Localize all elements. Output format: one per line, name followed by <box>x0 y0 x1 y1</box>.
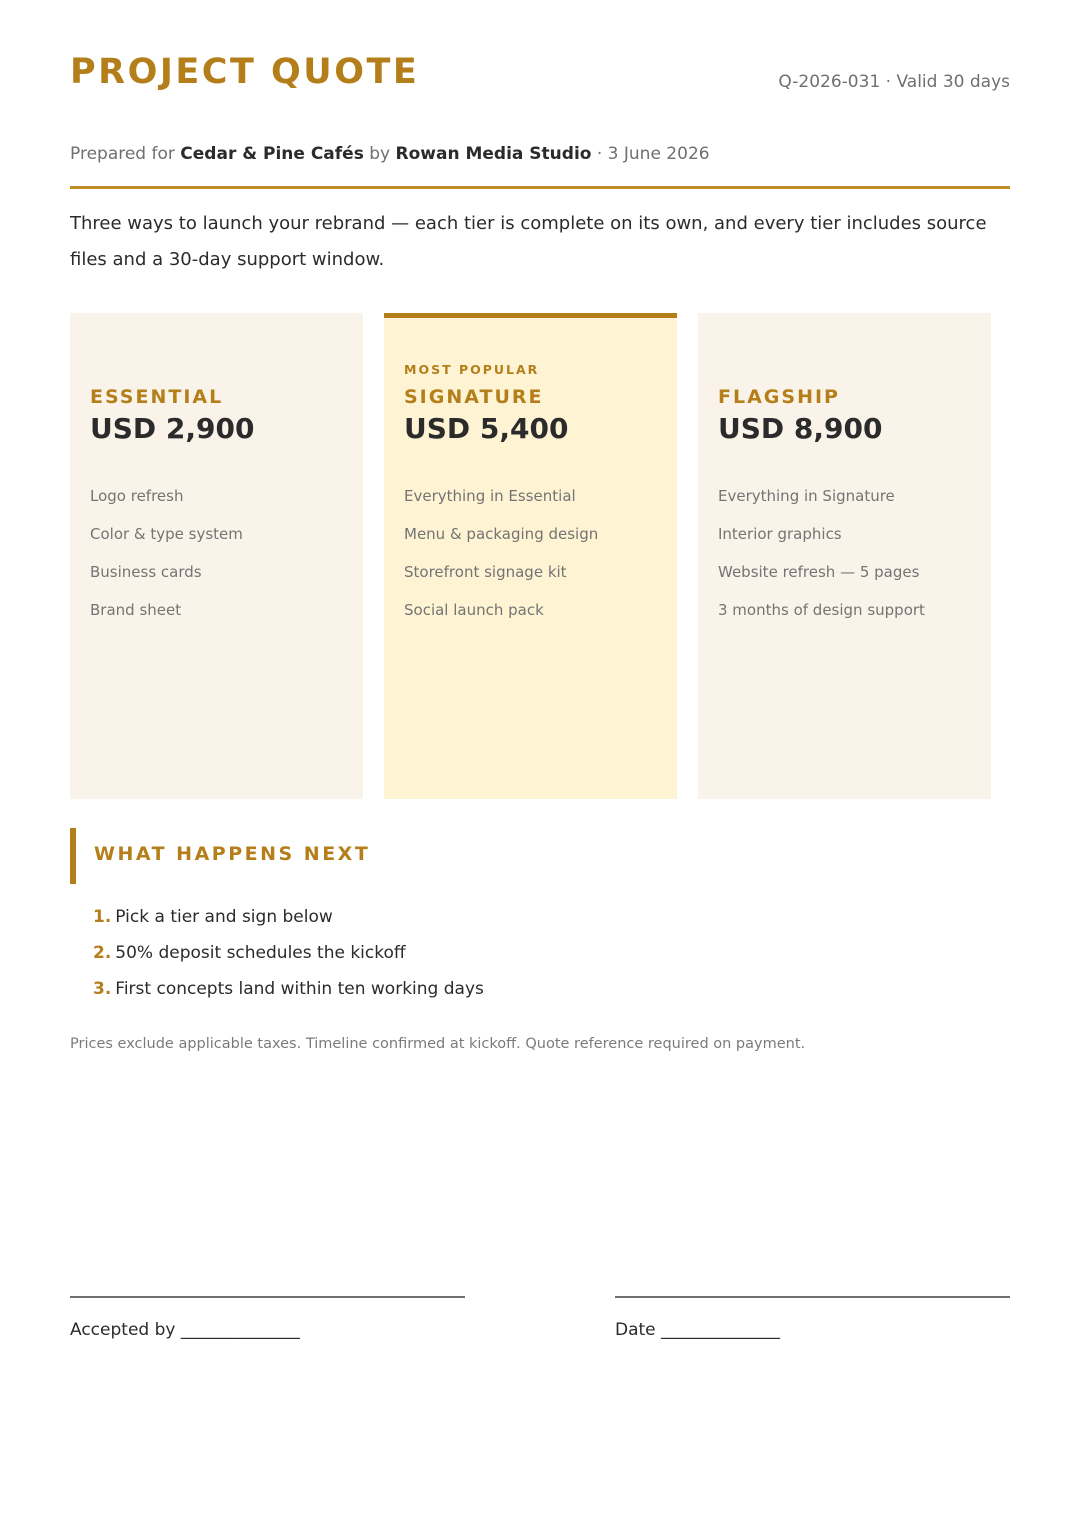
feature-item: 3 months of design support <box>718 601 925 619</box>
tier-name: SIGNATURE <box>404 386 544 408</box>
tier-name: ESSENTIAL <box>90 386 224 408</box>
step-number: 2. <box>93 943 112 963</box>
accepted-by-label: Accepted by ______________ <box>70 1320 300 1340</box>
step-number: 3. <box>93 979 112 999</box>
client-name: Cedar & Pine Cafés <box>180 144 364 164</box>
tier-price: USD 8,900 <box>718 412 883 445</box>
step-text: First concepts land within ten working days <box>115 979 484 999</box>
next-steps-list <box>93 906 484 1014</box>
section-accent-bar <box>70 828 76 884</box>
tier-card-flagship <box>698 313 991 799</box>
feature-list <box>404 486 598 638</box>
feature-item: Everything in Signature <box>718 487 895 505</box>
feature-item: Everything in Essential <box>404 487 576 505</box>
feature-list <box>90 486 243 638</box>
quote-reference: Q-2026-031 · Valid 30 days <box>778 72 1010 92</box>
feature-item: Business cards <box>90 563 202 581</box>
signature-line[interactable] <box>70 1296 465 1298</box>
step-text: Pick a tier and sign below <box>115 907 333 927</box>
tier-card-essential <box>70 313 363 799</box>
fine-print: Prices exclude applicable taxes. Timeline confirmed at kickoff. Quote reference required on payment. <box>70 1036 806 1052</box>
step-item <box>93 906 484 942</box>
step-item <box>93 978 484 1014</box>
step-number: 1. <box>93 907 112 927</box>
feature-item: Storefront signage kit <box>404 563 567 581</box>
most-popular-badge: MOST POPULAR <box>404 362 540 377</box>
tier-price: USD 5,400 <box>404 412 569 445</box>
date-line[interactable] <box>615 1296 1010 1298</box>
feature-item: Interior graphics <box>718 525 842 543</box>
feature-item: Social launch pack <box>404 601 544 619</box>
page-title: PROJECT QUOTE <box>70 52 420 92</box>
tier-card-signature <box>384 313 677 799</box>
feature-item: Color & type system <box>90 525 243 543</box>
prepared-by: by <box>363 144 396 164</box>
studio-name: Rowan Media Studio <box>395 144 592 164</box>
tier-name: FLAGSHIP <box>718 386 840 408</box>
quote-date: · 3 June 2026 <box>591 144 710 164</box>
feature-item: Brand sheet <box>90 601 182 619</box>
tier-price: USD 2,900 <box>90 412 255 445</box>
prepared-prefix: Prepared for <box>70 144 181 164</box>
feature-item: Logo refresh <box>90 487 184 505</box>
header-divider <box>70 186 1010 189</box>
prepared-line <box>70 144 710 164</box>
date-label: Date ______________ <box>615 1320 781 1340</box>
intro-text: Three ways to launch your rebrand — each tier is complete on its own, and every tier includes source files and a 30-day support window. <box>70 213 987 270</box>
next-steps-heading: WHAT HAPPENS NEXT <box>94 843 371 865</box>
step-text: 50% deposit schedules the kickoff <box>115 943 406 963</box>
step-item <box>93 942 484 978</box>
feature-item: Menu & packaging design <box>404 525 599 543</box>
feature-list <box>718 486 925 638</box>
feature-item: Website refresh — 5 pages <box>718 563 920 581</box>
